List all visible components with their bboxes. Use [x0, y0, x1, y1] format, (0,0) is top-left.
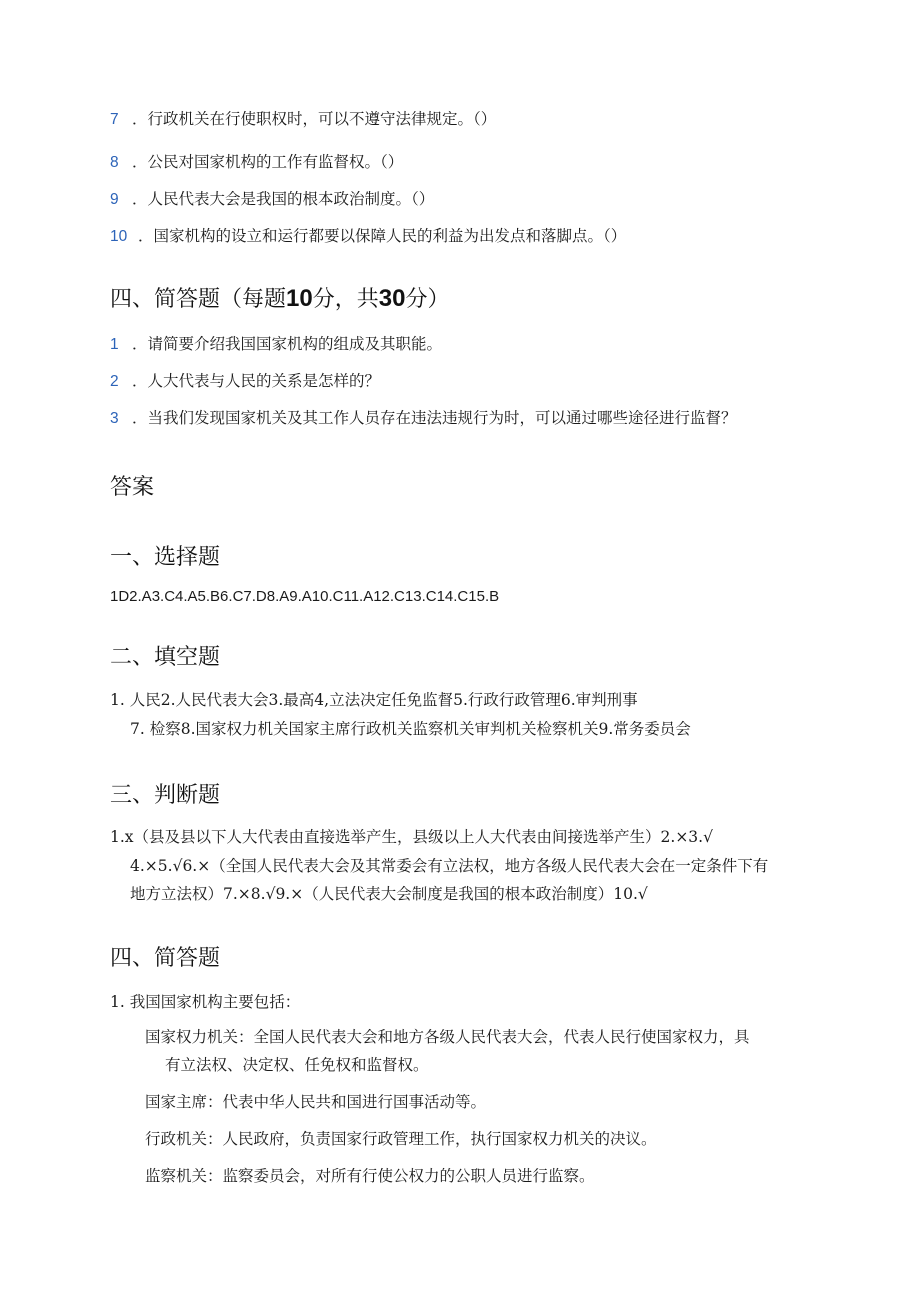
answers-short-item3: 行政机关：人民政府，负责国家行政管理工作，执行国家权力机关的决议。: [145, 1130, 657, 1148]
question-7: [110, 107, 496, 129]
short-question-1: [110, 332, 442, 354]
question-8: [110, 150, 403, 172]
short-question-3: [110, 406, 737, 428]
question-text: ．公民对国家机构的工作有监督权。（）: [132, 153, 404, 171]
question-text: ．当我们发现国家机关及其工作人员存在违法违规行为时，可以通过哪些途径进行监督？: [132, 409, 737, 427]
answers-heading-choice: 一、选择题: [110, 545, 221, 570]
answers-short-item4: 监察机关：监察委员会，对所有行使公权力的公职人员进行监察。: [145, 1167, 595, 1185]
answers-short-item2: 国家主席：代表中华人民共和国进行国事活动等。: [145, 1093, 487, 1111]
question-number: 7: [110, 111, 119, 128]
question-number: 1: [110, 336, 119, 353]
answers-heading-fill: 二、填空题: [110, 645, 221, 670]
question-text: ．国家机构的设立和运行都要以保障人民的利益为出发点和落脚点。（）: [138, 227, 627, 245]
question-text: ．人民代表大会是我国的根本政治制度。（）: [132, 190, 435, 208]
answers-judgement-line3: 地方立法权）7.×8.√9.×（人民代表大会制度是我国的根本政治制度）10.√: [130, 885, 648, 903]
answers-heading-short: 四、简答题: [110, 946, 221, 971]
answers-short-intro: 1. 我国国家机构主要包括：: [110, 993, 301, 1011]
question-number: 9: [110, 191, 119, 208]
answers-judgement-line1: 1.x（县及县以下人大代表由直接选举产生，县级以上人大代表由间接选举产生）2.×3.√: [110, 828, 713, 846]
question-9: [110, 187, 434, 209]
heading-score: 30: [378, 285, 406, 312]
heading-part: 分）: [405, 287, 450, 312]
answers-heading-judgement: 三、判断题: [110, 783, 221, 808]
answers-judgement-line2: 4.×5.√6.×（全国人民代表大会及其常委会有立法权，地方各级人民代表大会在一定条件下有: [130, 857, 769, 875]
answers-choice-text: 1D2.A3.C4.A5.B6.C7.D8.A9.A10.C11.A12.C13.C14.C15.B: [110, 588, 500, 605]
question-number: 10: [110, 228, 128, 245]
answers-short-item1b: 有立法权、决定权、任免权和监督权。: [165, 1056, 429, 1074]
question-number: 2: [110, 373, 119, 390]
answers-fill-line1: 1. 人民2.人民代表大会3.最高4,立法决定任免监督5.行政行政管理6.审判刑事: [110, 691, 638, 709]
heading-score: 10: [286, 285, 313, 312]
short-question-2: [110, 369, 380, 391]
question-text: ．人大代表与人民的关系是怎样的？: [132, 372, 381, 390]
question-10: [110, 224, 626, 246]
section-heading-short-answer: [110, 282, 449, 313]
heading-part: 分，共: [312, 287, 379, 312]
question-number: 8: [110, 154, 119, 171]
question-number: 3: [110, 410, 119, 427]
answers-fill-line2: 7. 检察8.国家权力机关国家主席行政机关监察机关审判机关检察机关9.常务委员会: [130, 720, 691, 738]
heading-part: 四、简答题（每题: [110, 287, 287, 312]
question-text: ．请简要介绍我国国家机构的组成及其职能。: [132, 335, 443, 353]
answers-title: 答案: [110, 475, 155, 500]
question-text: ．行政机关在行使职权时，可以不遵守法律规定。（）: [132, 110, 497, 128]
answers-short-item1a: 国家权力机关：全国人民代表大会和地方各级人民代表大会，代表人民行使国家权力，具: [145, 1028, 750, 1046]
